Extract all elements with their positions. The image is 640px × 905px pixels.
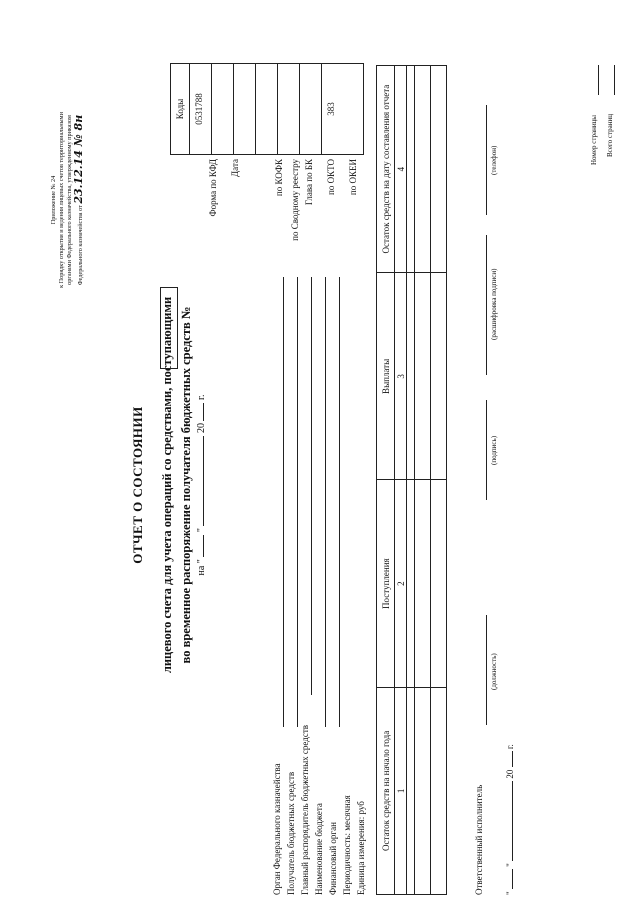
balance-table <box>376 65 447 895</box>
code-kofk <box>233 64 256 154</box>
table-cell-6 <box>415 480 431 687</box>
signature-sign-caption: (подпись) <box>490 435 498 465</box>
table-cell-12 <box>431 66 447 273</box>
field-recipient-line <box>297 277 298 727</box>
field-main-manager: Главный распорядитель бюджетных средств <box>300 725 310 895</box>
report-date-year: 20 <box>196 423 207 434</box>
signature-decode-caption: (расшифровка подписи) <box>490 268 498 340</box>
signature-position-caption: (должность) <box>490 653 498 690</box>
page-number-line <box>598 65 599 95</box>
label-okei: по ОКЕИ <box>348 159 358 196</box>
report-date-quote: " <box>196 528 207 533</box>
table-cell-3 <box>407 273 415 480</box>
field-recipient: Получатель бюджетных средств <box>286 771 296 895</box>
report-date-prefix: на " <box>196 559 207 576</box>
page-total-label: Всего страниц <box>606 113 614 157</box>
code-glava <box>277 64 300 154</box>
header-start-balance: Остаток средств на начало года <box>377 687 395 894</box>
table-cell-1 <box>407 687 415 894</box>
appendix-line-4-text: Федерального казначейства от <box>76 205 84 286</box>
signature-date <box>505 744 515 895</box>
signature-phone-caption: (телефон) <box>490 145 498 175</box>
label-svodny: по Сводному реестру <box>290 159 300 241</box>
label-glava: Глава по БК <box>304 159 314 206</box>
signature-date-open-quote: " <box>505 891 515 895</box>
table-cell-10 <box>431 480 447 687</box>
signature-sign-line <box>486 400 487 500</box>
report-date-line <box>196 225 207 745</box>
codes-box <box>170 63 364 155</box>
label-okto: по ОКТО <box>326 159 336 195</box>
table-row <box>407 66 415 895</box>
field-budget-name-line <box>325 277 326 727</box>
report-form <box>50 65 630 895</box>
header-end-balance: Остаток средств на дату составления отчета <box>377 66 395 273</box>
signature-date-year-blank <box>512 751 513 767</box>
signature-date-month-blank <box>512 781 513 861</box>
label-date: Дата <box>230 159 240 177</box>
col-number-4: 4 <box>395 66 407 273</box>
appendix-line-3: органами Федерального казначейства, утвержденному приказом <box>66 115 74 285</box>
code-okto <box>299 64 322 154</box>
col-number-1: 1 <box>395 687 407 894</box>
field-unit: Единица измерения: руб <box>356 801 366 895</box>
signature-decode-line <box>486 235 487 375</box>
report-title: ОТЧЕТ О СОСТОЯНИИ <box>130 406 145 564</box>
signature-phone-line <box>486 105 487 215</box>
code-okei: 383 <box>321 64 344 154</box>
field-budget-name: Наименование бюджета <box>314 803 324 895</box>
table-cell-8 <box>415 66 431 273</box>
report-date-year-blank <box>203 403 204 421</box>
signature-date-close-quote: " <box>505 863 515 867</box>
header-receipts: Поступления <box>377 480 395 687</box>
account-number-box <box>160 287 178 369</box>
table-cell-11 <box>431 273 447 480</box>
signature-label: Ответственный исполнитель <box>474 784 484 895</box>
code-svodny <box>255 64 278 154</box>
appendix-line-2: к Порядку открытия и ведения лицевых счетов территориальными <box>58 112 66 288</box>
signature-date-day-blank <box>512 869 513 889</box>
code-date <box>211 64 234 154</box>
field-finance-body-line <box>339 277 340 727</box>
table-header-row <box>377 66 395 895</box>
col-number-3: 3 <box>395 273 407 480</box>
table-row <box>431 66 447 895</box>
table-row <box>415 66 431 895</box>
col-number-2: 2 <box>395 480 407 687</box>
signature-date-suffix: г. <box>505 744 515 750</box>
report-date-month-blank <box>203 436 204 526</box>
field-treasury-line <box>283 277 284 727</box>
report-subtitle-2: во временное распоряжение получателя бюджетных средств № <box>179 306 193 664</box>
appendix-line-1: Приложение № 24 <box>50 175 57 225</box>
field-periodicity: Периодичность: месячная <box>342 795 352 895</box>
table-number-row <box>395 66 407 895</box>
report-subtitle-1: лицевого счета для учета операций со средствами, поступающими <box>160 296 174 674</box>
code-kfd: 0531788 <box>189 64 212 154</box>
field-main-manager-line <box>311 277 312 695</box>
label-kofk: по КОФК <box>274 159 284 197</box>
page-number-label: Номер страницы <box>590 114 598 165</box>
table-cell-2 <box>407 480 415 687</box>
signature-date-year: 20 <box>505 769 515 779</box>
appendix-line-4 <box>71 65 85 335</box>
signature-position-line <box>486 615 487 725</box>
field-treasury: Орган Федерального казначейства <box>272 763 282 895</box>
header-payments: Выплаты <box>377 273 395 480</box>
page-total-line <box>614 65 615 95</box>
report-date-suffix: г. <box>196 394 207 401</box>
field-finance-body: Финансовый орган <box>328 822 338 895</box>
label-kfd: Форма по КФД <box>208 159 218 217</box>
table-cell-9 <box>431 687 447 894</box>
appendix-note <box>50 65 85 335</box>
table-cell-5 <box>415 687 431 894</box>
report-date-day-blank <box>203 535 204 557</box>
table-cell-7 <box>415 273 431 480</box>
codes-header: Коды <box>175 98 185 120</box>
appendix-handwritten-date: 23.12.14 № 8н <box>71 114 85 204</box>
table-cell-4 <box>407 66 415 273</box>
